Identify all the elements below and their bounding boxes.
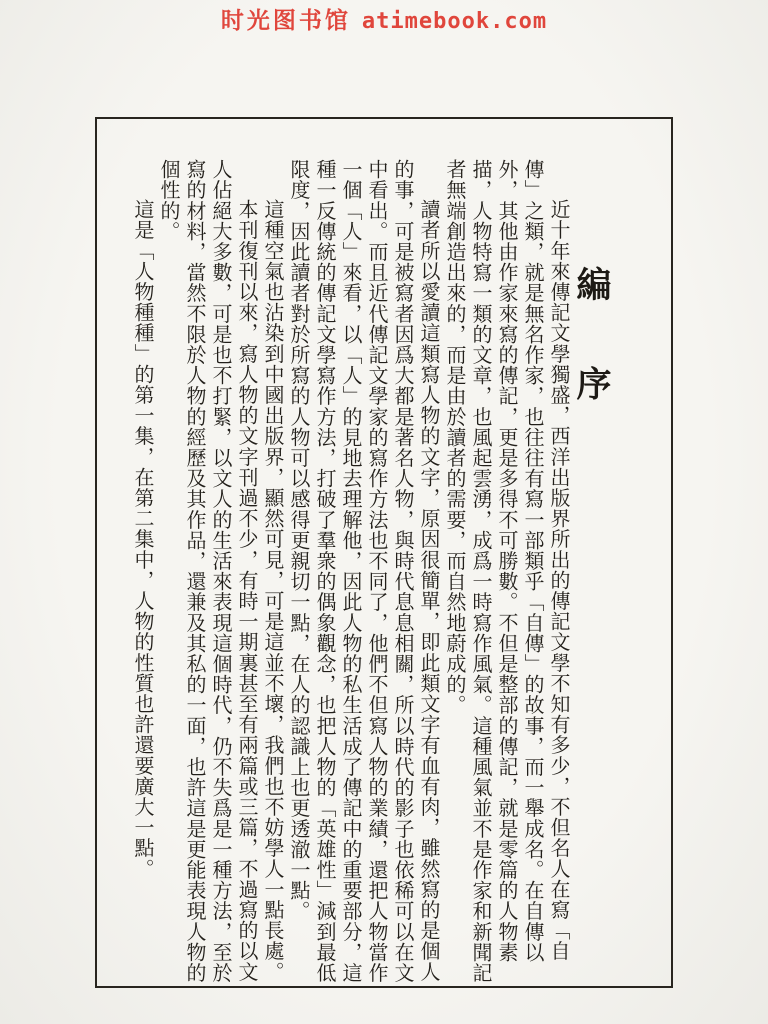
paragraph: 本刊復刊以來，寫人物的文字刊過不少，有時一期裏甚至有兩篇或三篇，不過寫的以文人佔絕大多數，可是也不打緊，以文人的生活來表現這個時代，仍不失爲是一種方法，至於寫的材料，當然不限於人物的經歷及其作品，還兼及其私的一面，也許這是更能表現人物的個性的。 bbox=[157, 159, 257, 983]
paragraph: 這種空氣也沾染到中國出版界，顯然可見，可是這並不壞，我們也不妨學人一點長處。 bbox=[261, 199, 283, 982]
preface-text-block bbox=[97, 119, 671, 986]
paragraph: 近十年來傳記文學獨盛，西洋出版界所出的傳記文學不知有多少，不但名人在寫「自傳」之類，就是無名作家，也往往有寫一部類乎「自傳」的故事，而一舉成名。在自傳以外，其他由作家來寫的傳記，更是多得不可勝數。不但是整部的傳記，就是零篇的人物素描，人物特寫一類的文章，也風起雲湧，成爲一時寫作風氣。這種風氣並不是作家和新聞記者無端創造出來的，而是由於讀者的需要，而自然地蔚成的。 bbox=[443, 159, 569, 983]
watermark-library-name: 时光图书馆 bbox=[220, 8, 351, 34]
watermark bbox=[221, 2, 547, 35]
page-title: 編序 bbox=[572, 266, 611, 466]
page-border-frame bbox=[95, 117, 673, 988]
watermark-site-url: atimebook.com bbox=[361, 9, 548, 34]
paragraph: 這是「人物種種」的第一集，在第二集中，人物的性質也許還要廣大一點。 bbox=[131, 199, 153, 879]
paragraph: 讀者所以愛讀這類寫人物的文字，原因很簡單，即此類文字有血有肉，雖然寫的是個人的事，可是被寫者因爲大都是著名人物，與時代息息相關，所以時代的影子也依稀可以在文中看出。而且近代傳記文學家的寫作方法也不同了，他們不但寫人物的業績，還把人物當作一個「人」來看，以「人」的見地去理解他，因此人物的私生活成了傳記中的重要部分，這種一反傳統的傳記文學寫作方法，打破了羣衆的偶象觀念，也把人物的「英雄性」減到最低限度，因此讀者對於所寫的人物可以感得更親切一點，在人的認識上也更透澈一點。 bbox=[287, 159, 439, 983]
